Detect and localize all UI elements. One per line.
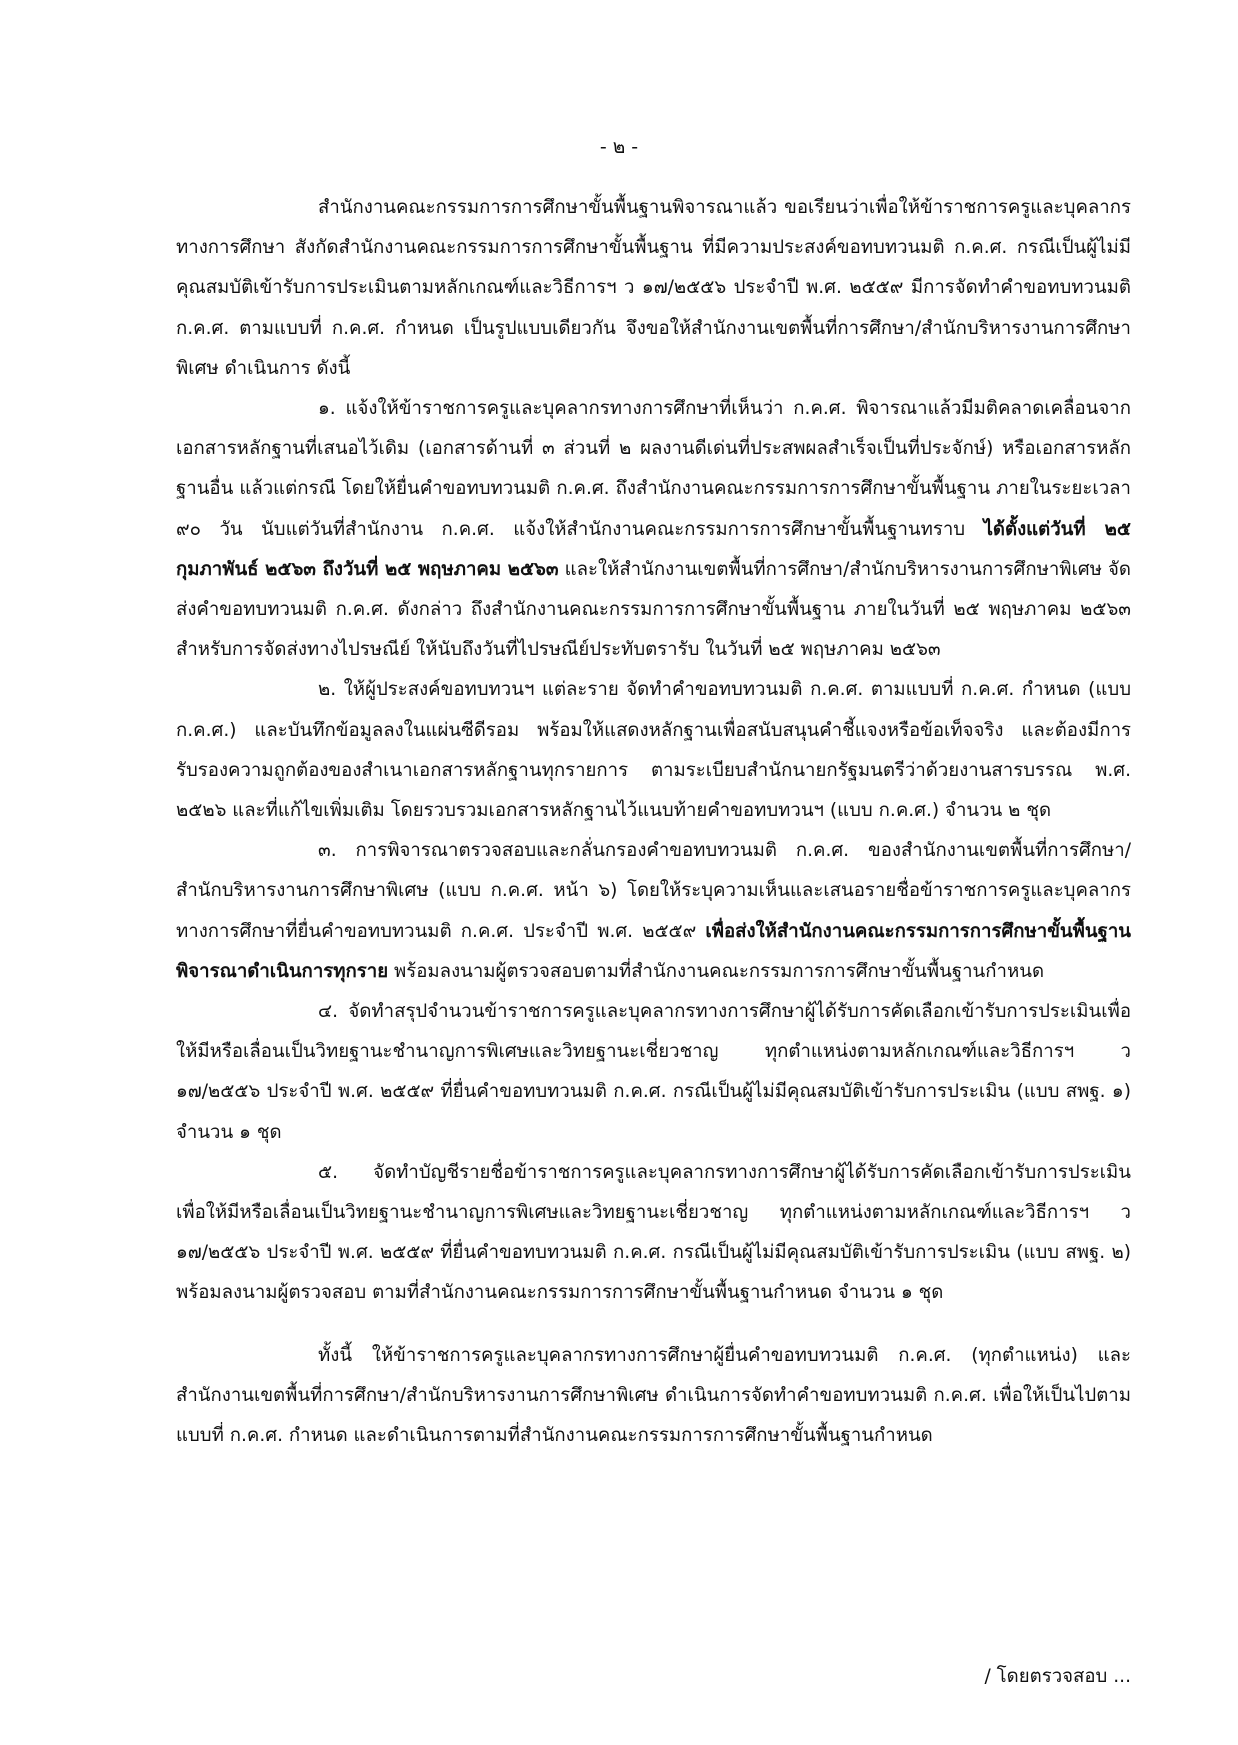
paragraph-gap bbox=[176, 1314, 1131, 1336]
item-3-text-c: พร้อมลงนามผู้ตรวจสอบตามที่สำนักงานคณะกรรมการการศึกษาขั้นพื้นฐานกำหนด bbox=[388, 960, 1045, 982]
paragraph-item-1 bbox=[176, 389, 1131, 670]
paragraph-item-3 bbox=[176, 831, 1131, 992]
item-1-text-c: และให้สำนักงานเขตพื้นที่การศึกษา/สำนักบริหารงานการศึกษาพิเศษ จัดส่งคำขอทบทวนมติ ก.ค.ศ. ดังกล่าว ถึงสำนักงานคณะกรรมการการศึกษาขั้นพื้นฐาน ภายในวันที่ ๒๕ พฤษภาคม ๒๕๖๓ สำหรับการจัดส่งทางไปรษณีย์ ให้นับถึงวันที่ไปรษณีย์ประทับตรารับ ในวันที่ ๒๕ พฤษภาคม ๒๕๖๓ bbox=[176, 558, 1131, 661]
item-1-bold-dates: ได้ตั้งแต่วันที่ ๒๕ กุมภาพันธ์ ๒๕๖๓ ถึงวันที่ ๒๕ พฤษภาคม ๒๕๖๓ bbox=[176, 518, 1131, 580]
paragraph-item-2: ๒. ให้ผู้ประสงค์ขอทบทวนฯ แต่ละราย จัดทำคำขอทบทวนมติ ก.ค.ศ. ตามแบบที่ ก.ค.ศ. กำหนด (แบบ ก.ค.ศ.) และบันทึกข้อมูลลงในแผ่นซีดีรอม พร้อมให้แสดงหลักฐานเพื่อสนับสนุนคำชี้แจงหรือข้อเท็จจริง และต้องมีการรับรองความถูกต้องของสำเนาเอกสารหลักฐานทุกรายการ ตามระเบียบสำนักนายกรัฐมนตรีว่าด้วยงานสารบรรณ พ.ศ. ๒๕๒๖ และที่แก้ไขเพิ่มเติม โดยรวบรวมเอกสารหลักฐานไว้แนบท้ายคำขอทบทวนฯ (แบบ ก.ค.ศ.) จำนวน ๒ ชุด bbox=[176, 679, 1131, 822]
paragraph-summary: ทั้งนี้ ให้ข้าราชการครูและบุคลากรทางการศึกษาผู้ยื่นคำขอทบทวนมติ ก.ค.ศ. (ทุกตำแหน่ง) และสำนักงานเขตพื้นที่การศึกษา/สำนักบริหารงานการศึกษาพิเศษ ดำเนินการจัดทำคำขอทบทวนมติ ก.ค.ศ. เพื่อให้เป็นไปตามแบบที่ ก.ค.ศ. กำหนด และดำเนินการตามที่สำนักงานคณะกรรมการการศึกษาขั้นพื้นฐานกำหนด bbox=[176, 1344, 1131, 1447]
item-3-text-a: ๓. การพิจารณาตรวจสอบและกลั่นกรองคำขอทบทวนมติ ก.ค.ศ. ของสำนักงานเขตพื้นที่การศึกษา/สำนักบริหารงานการศึกษาพิเศษ (แบบ ก.ค.ศ. หน้า ๖) โดยให้ระบุความเห็นและเสนอรายชื่อข้าราชการครูและบุคลากรทางการศึกษาที่ยื่นคำขอทบทวนมติ ก.ค.ศ. ประจำปี พ.ศ. ๒๕๕๙ bbox=[176, 840, 1131, 942]
item-1-text-a: ๑. แจ้งให้ข้าราชการครูและบุคลากรทางการศึกษาที่เห็นว่า ก.ค.ศ. พิจารณาแล้วมีมติคลาดเคลื่อนจากเอกสารหลักฐานที่เสนอไว้เดิม (เอกสารด้านที่ ๓ ส่วนที่ ๒ ผลงานดีเด่นที่ประสพผลสำเร็จเป็นที่ประจักษ์) หรือเอกสารหลักฐานอื่น แล้วแต่กรณี โดยให้ยื่นคำขอทบทวนมติ ก.ค.ศ. ถึงสำนักงานคณะกรรมการการศึกษาขั้นพื้นฐาน ภายในระยะเวลา ๙๐ วัน นับแต่วันที่สำนักงาน ก.ค.ศ. แจ้งให้สำนักงานคณะกรรมการการศึกษาขั้นพื้นฐานทราบ bbox=[176, 398, 1131, 540]
item-3-bold-text: เพื่อส่งให้สำนักงานคณะกรรมการการศึกษาขั้นพื้นฐานพิจารณาดำเนินการทุกราย bbox=[176, 920, 1131, 982]
document-body bbox=[176, 188, 1131, 1456]
paragraph-intro: สำนักงานคณะกรรมการการศึกษาขั้นพื้นฐานพิจารณาแล้ว ขอเรียนว่าเพื่อให้ข้าราชการครูและบุคลากรทางการศึกษา สังกัดสำนักงานคณะกรรมการการศึกษาขั้นพื้นฐาน ที่มีความประสงค์ขอทบทวนมติ ก.ค.ศ. กรณีเป็นผู้ไม่มีคุณสมบัติเข้ารับการประเมินตามหลักเกณฑ์และวิธีการฯ ว ๑๗/๒๕๕๖ ประจำปี พ.ศ. ๒๕๕๙ มีการจัดทำคำขอทบทวนมติ ก.ค.ศ. ตามแบบที่ ก.ค.ศ. กำหนด เป็นรูปแบบเดียวกัน จึงขอให้สำนักงานเขตพื้นที่การศึกษา/สำนักบริหารงานการศึกษาพิเศษ ดำเนินการ ดังนี้ bbox=[176, 197, 1131, 379]
page-number: - ๒ - bbox=[599, 136, 639, 158]
paragraph-item-4: ๔. จัดทำสรุปจำนวนข้าราชการครูและบุคลากรทางการศึกษาผู้ได้รับการคัดเลือกเข้ารับการประเมินเพื่อให้มีหรือเลื่อนเป็นวิทยฐานะชำนาญการพิเศษและวิทยฐานะเชี่ยวชาญ ทุกตำแหน่งตามหลักเกณฑ์และวิธีการฯ ว ๑๗/๒๕๕๖ ประจำปี พ.ศ. ๒๕๕๙ ที่ยื่นคำขอทบทวนมติ ก.ค.ศ. กรณีเป็นผู้ไม่มีคุณสมบัติเข้ารับการประเมิน (แบบ สพฐ. ๑) จำนวน ๑ ชุด bbox=[176, 1001, 1131, 1143]
continuation-note: / โดยตรวจสอบ ... bbox=[984, 1666, 1131, 1687]
paragraph-item-5: ๕. จัดทำบัญชีรายชื่อข้าราชการครูและบุคลากรทางการศึกษาผู้ได้รับการคัดเลือกเข้ารับการประเมินเพื่อให้มีหรือเลื่อนเป็นวิทยฐานะชำนาญการพิเศษและวิทยฐานะเชี่ยวชาญ ทุกตำแหน่งตามหลักเกณฑ์และวิธีการฯ ว ๑๗/๒๕๕๖ ประจำปี พ.ศ. ๒๕๕๙ ที่ยื่นคำขอทบทวนมติ ก.ค.ศ. กรณีเป็นผู้ไม่มีคุณสมบัติเข้ารับการประเมิน (แบบ สพฐ. ๒) พร้อมลงนามผู้ตรวจสอบ ตามที่สำนักงานคณะกรรมการการศึกษาขั้นพื้นฐานกำหนด จำนวน ๑ ชุด bbox=[176, 1161, 1131, 1304]
